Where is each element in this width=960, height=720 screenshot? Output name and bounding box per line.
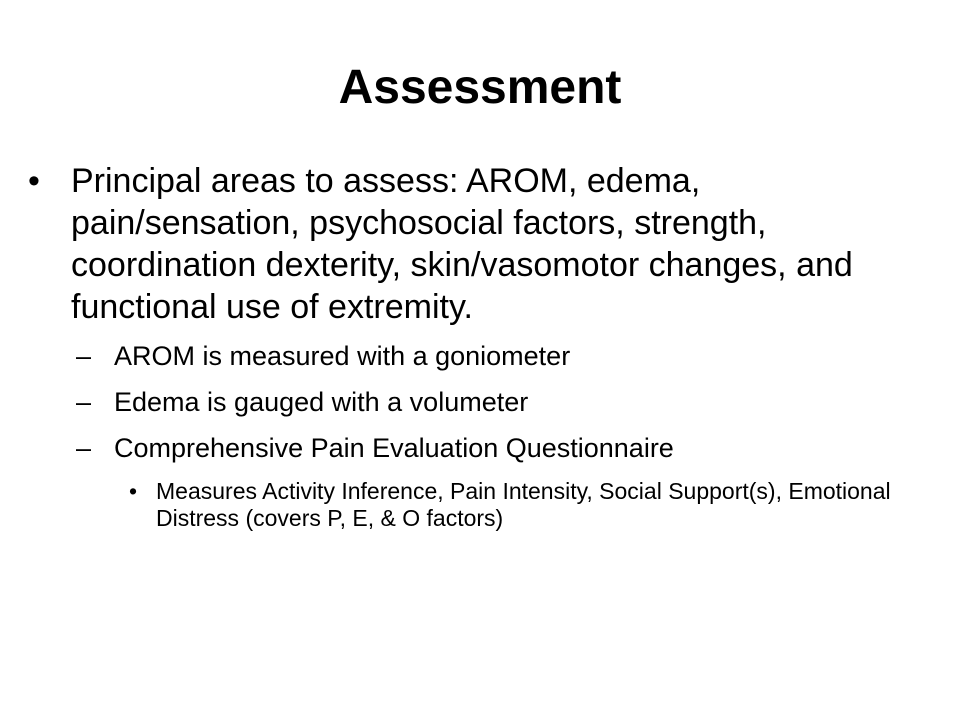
sub-point-text: Edema is gauged with a volumeter — [114, 387, 529, 417]
dash-icon: – — [76, 387, 92, 417]
bullet-icon: • — [129, 478, 138, 504]
sub-sub-point-measures — [28, 478, 928, 532]
sub-point-text: Comprehensive Pain Evaluation Questionnaire — [114, 433, 674, 463]
sub-point-text: AROM is measured with a goniometer — [114, 341, 571, 371]
slide-content — [28, 160, 928, 532]
sub-point-pain-questionnaire — [28, 432, 928, 465]
sub-point-arom — [28, 340, 928, 373]
main-bullet-text: Principal areas to assess: AROM, edema, pain/sensation, psychosocial factors, strength, coordination dexterity, skin/vasomotor changes, and functional use of extremity. — [71, 162, 853, 326]
bullet-icon: • — [28, 162, 40, 200]
sub-point-edema — [28, 386, 928, 419]
main-bullet-point — [28, 160, 928, 328]
dash-icon: – — [76, 341, 92, 371]
sub-sub-point-text: Measures Activity Inference, Pain Intensity, Social Support(s), Emotional Distress (covers P, E, & O factors) — [156, 478, 891, 531]
dash-icon: – — [76, 433, 92, 463]
slide-title: Assessment — [338, 61, 622, 114]
